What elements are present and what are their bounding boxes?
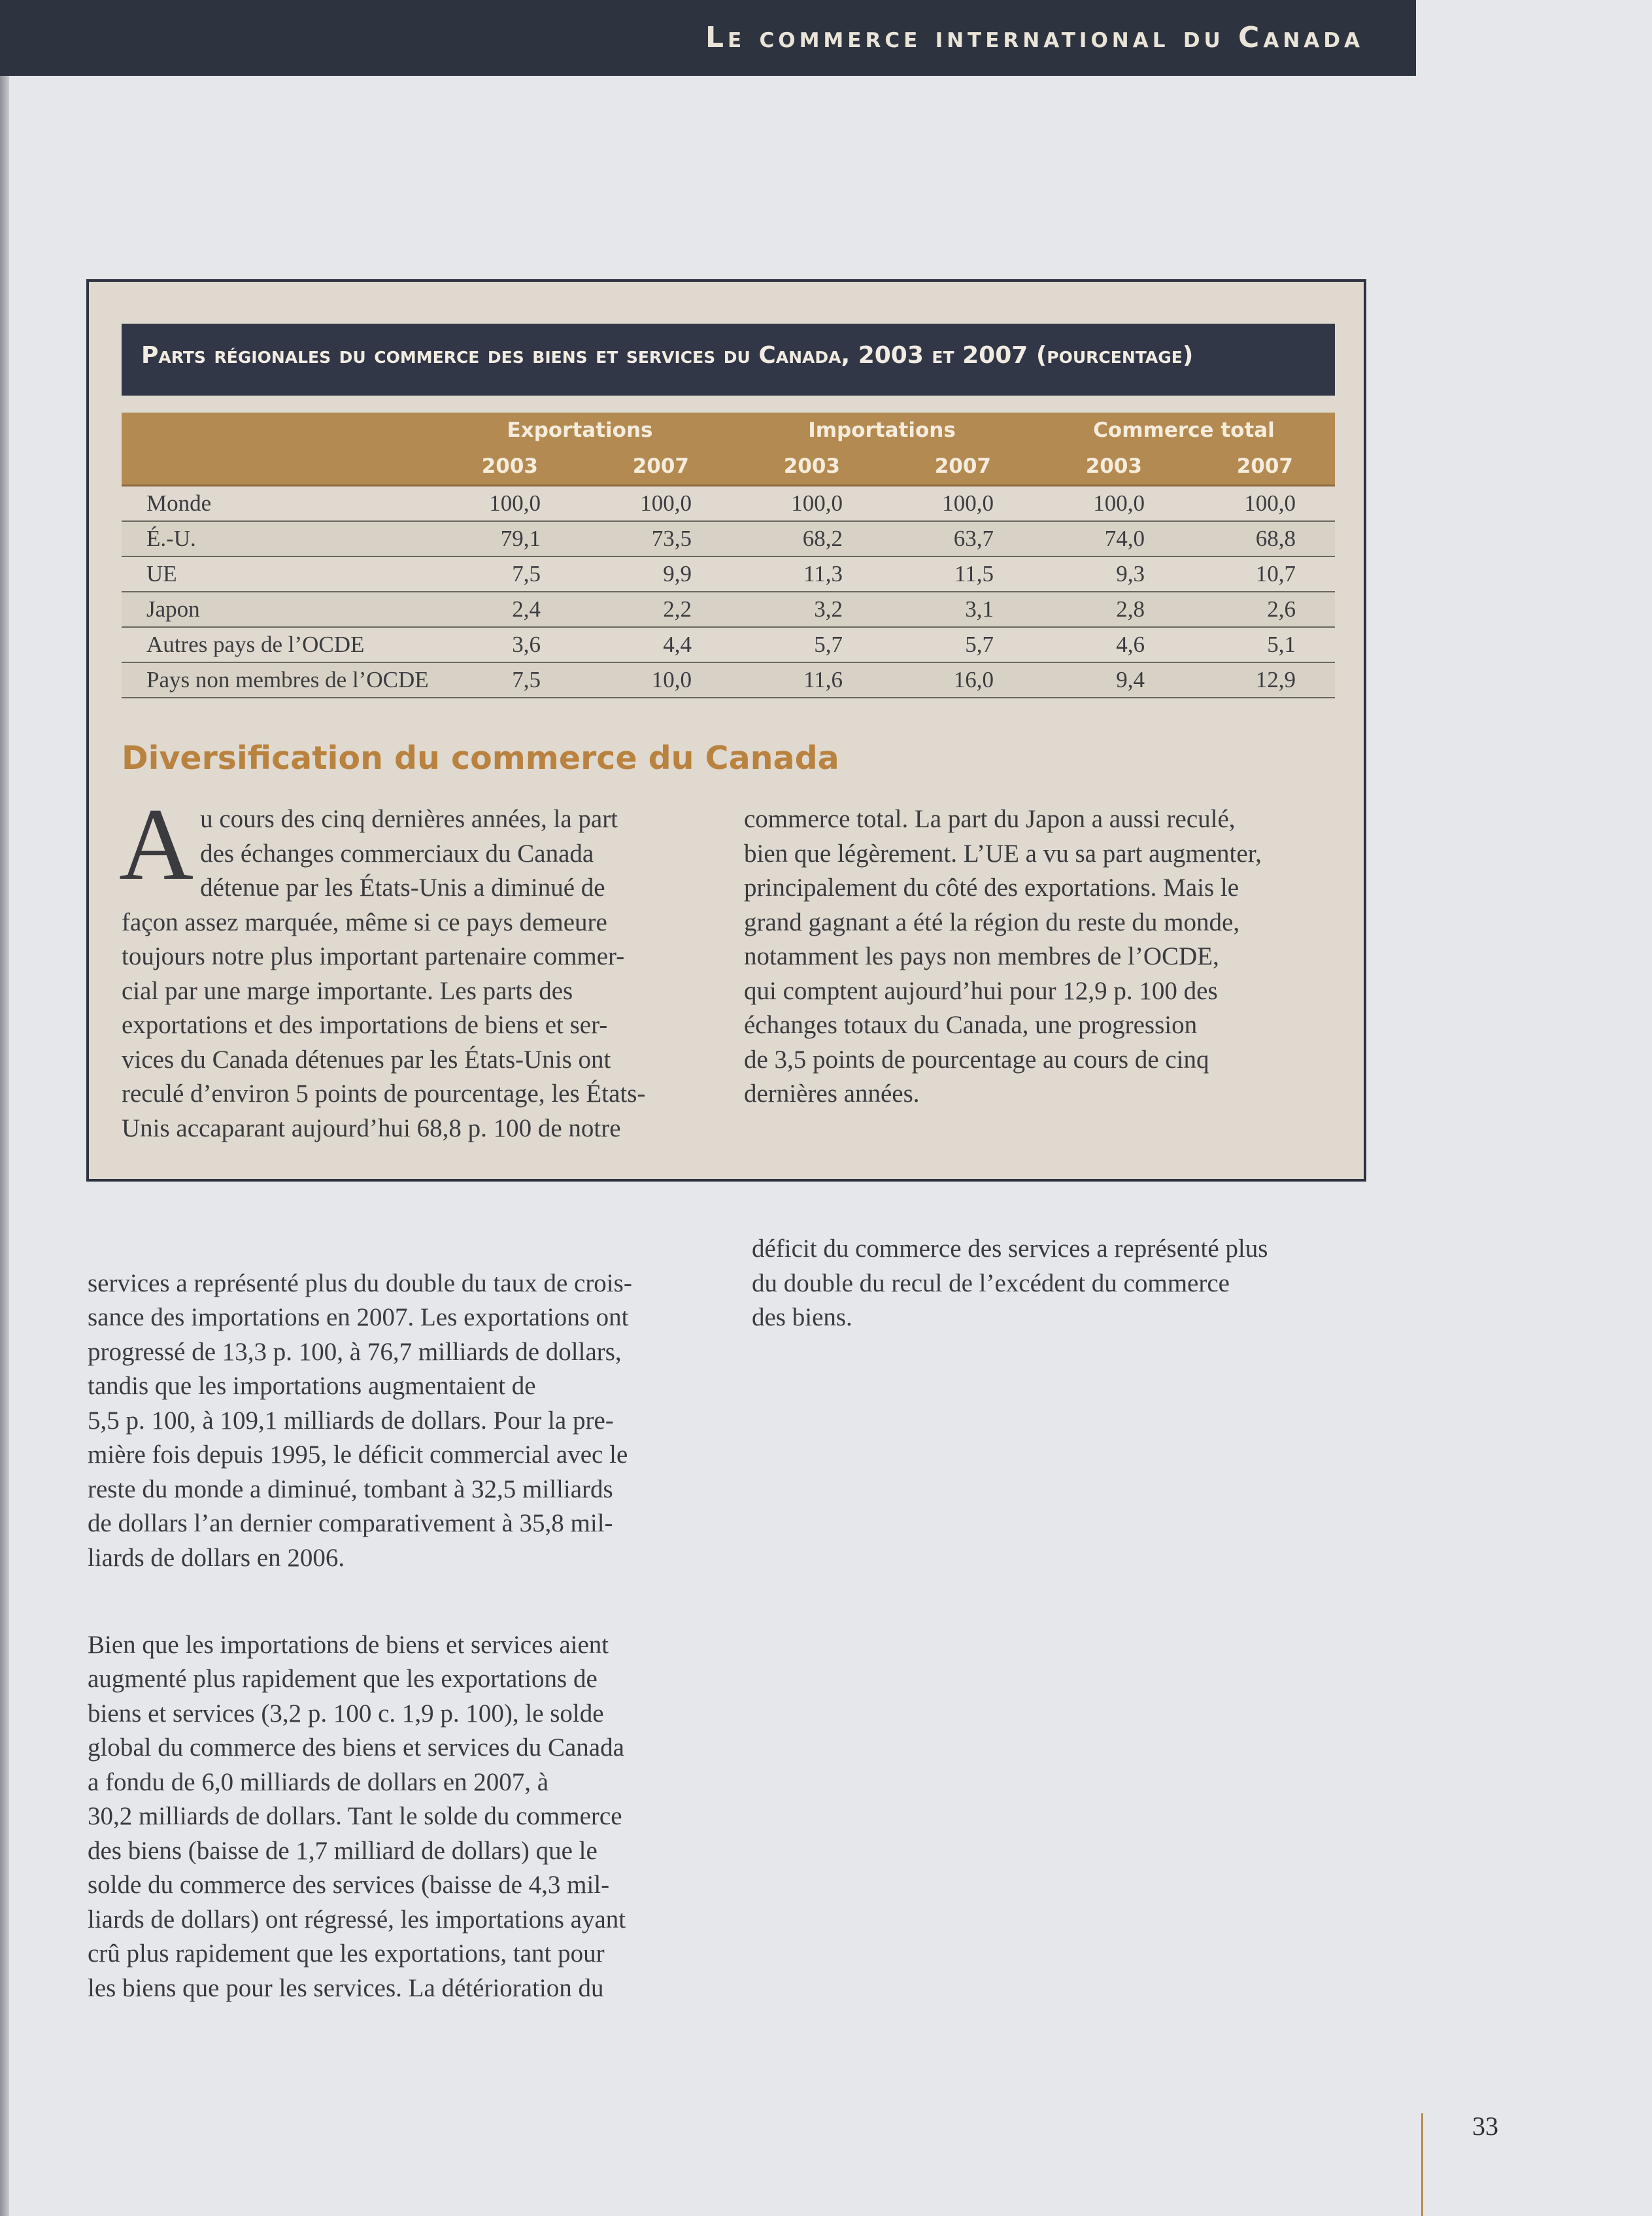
table-cell: 2,6 (1184, 592, 1335, 627)
table-row (122, 662, 1335, 698)
table-cell: 3,2 (731, 592, 882, 627)
group-header-imports: Importations (731, 413, 1033, 448)
box-text-left-column (119, 787, 710, 1146)
year-header: 2007 (1184, 448, 1335, 486)
table-cell: 9,3 (1033, 556, 1184, 592)
row-label: Japon (122, 592, 429, 627)
row-label: Monde (122, 486, 429, 522)
sidebar-box (86, 279, 1366, 1182)
table-row (122, 486, 1335, 522)
table-cell: 9,4 (1033, 662, 1184, 698)
table-cell: 74,0 (1033, 521, 1184, 556)
year-header: 2003 (731, 448, 882, 486)
page-number-rule (1421, 2113, 1423, 2216)
table-cell: 68,8 (1184, 521, 1335, 556)
table-cell: 100,0 (1184, 486, 1335, 522)
table-cell: 2,2 (580, 592, 731, 627)
table-cell: 5,7 (731, 627, 882, 662)
table-cell: 79,1 (429, 521, 580, 556)
table-cell: 100,0 (429, 486, 580, 522)
table-cell: 12,9 (1184, 662, 1335, 698)
table-cell: 7,5 (429, 556, 580, 592)
table-cell: 2,8 (1033, 592, 1184, 627)
table-cell: 3,1 (882, 592, 1033, 627)
table-corner-cell (122, 448, 429, 486)
year-header: 2003 (429, 448, 580, 486)
table-cell: 100,0 (1033, 486, 1184, 522)
table-cell: 100,0 (882, 486, 1033, 522)
group-header-total-trade: Commerce total (1033, 413, 1335, 448)
table-cell: 9,9 (580, 556, 731, 592)
body-left-column (88, 1232, 715, 2058)
table-title: Parts régionales du commerce des biens et services du Canada, 2003 et 2007 (pourcentage) (141, 342, 1194, 369)
body-paragraph: services a représenté plus du double du taux de crois- sance des importations en 2007. Les exportations ont progressé de 13,3 p. 100, à 76,7 milliards de dollars, tandis que les importations augmentaient de 5,5 p. 100, à 109,1 milliards de dollars. Pour la pre- mière fois depuis 1995, le déficit commercial avec le reste du monde a diminué, tombant à 32,5 milliards de dollars l’an dernier comparativement à 35,8 mil- liards de dollars en 2006. (88, 1269, 632, 1572)
table-cell: 16,0 (882, 662, 1033, 698)
table-cell: 100,0 (580, 486, 731, 522)
table-cell: 5,1 (1184, 627, 1335, 662)
table-group-header-row (122, 413, 1335, 448)
table-row (122, 592, 1335, 627)
row-label: Autres pays de l’OCDE (122, 627, 429, 662)
table-year-header-row (122, 448, 1335, 486)
table-cell: 11,6 (731, 662, 882, 698)
group-header-exports: Exportations (429, 413, 731, 448)
regional-shares-table (122, 413, 1335, 698)
row-label: Pays non membres de l’OCDE (122, 662, 429, 698)
table-cell: 10,7 (1184, 556, 1335, 592)
year-header: 2007 (882, 448, 1033, 486)
box-left-text: u cours des cinq dernières années, la part des échanges commerciaux du Canada détenue par les États-Unis a diminué de façon assez marquée, même si ce pays demeure toujours notre plus important partenaire commer- cial par une marge importante. Les parts des exportations et des importations de biens et ser- vices du Canada détenues par les États-Unis ont reculé d’environ 5 points de pourcentage, les États- Unis accaparant aujourd’hui 68,8 p. 100 de notre (122, 805, 646, 1142)
table-row (122, 556, 1335, 592)
table-cell: 3,6 (429, 627, 580, 662)
section-heading: Diversification du commerce du Canada (122, 740, 839, 777)
table-row (122, 521, 1335, 556)
year-header: 2003 (1033, 448, 1184, 486)
year-header: 2007 (580, 448, 731, 486)
row-label: É.-U. (122, 521, 429, 556)
table-cell: 63,7 (882, 521, 1033, 556)
running-header-title: Le commerce international du Canada (705, 21, 1364, 54)
table-corner-cell (122, 413, 429, 448)
table-cell: 4,6 (1033, 627, 1184, 662)
table-cell: 4,4 (580, 627, 731, 662)
table-title-bar (122, 324, 1335, 396)
body-right-column: déficit du commerce des services a représenté plus du double du recul de l’excédent du commerce des biens. (752, 1235, 1268, 1331)
table-cell: 100,0 (731, 486, 882, 522)
table-cell: 5,7 (882, 627, 1033, 662)
table-cell: 11,3 (731, 556, 882, 592)
table-cell: 2,4 (429, 592, 580, 627)
table-cell: 68,2 (731, 521, 882, 556)
table-cell: 7,5 (429, 662, 580, 698)
page-number: 33 (1472, 2111, 1498, 2141)
page-spine (0, 0, 9, 2216)
box-text-right-column: commerce total. La part du Japon a aussi reculé, bien que légèrement. L’UE a vu sa part augmenter, principalement du côté des exportations. Mais le grand gagnant a été la région du reste du monde, notamment les pays non membres de l’OCDE, qui comptent aujourd’hui pour 12,9 p. 100 des échanges totaux du Canada, une progression de 3,5 points de pourcentage au cours de cinq dernières années. (744, 805, 1262, 1108)
table-row (122, 627, 1335, 662)
running-header (0, 0, 1416, 76)
body-paragraph: Bien que les importations de biens et services aient augmenté plus rapidement que les exportations de biens et services (3,2 p. 100 c. 1,9 p. 100), le solde global du commerce des biens et services du Canada a fondu de 6,0 milliards de dollars en 2007, à 30,2 milliards de dollars. Tant le solde du commerce des biens (baisse de 1,7 milliard de dollars) que le solde du commerce des services (baisse de 4,3 mil- liards de dollars) ont régressé, les importations ayant crû plus rapidement que les exportations, tant pour les biens que pour les services. La détérioration du (88, 1630, 626, 2002)
row-label: UE (122, 556, 429, 592)
table-cell: 73,5 (580, 521, 731, 556)
table-cell: 10,0 (580, 662, 731, 698)
drop-cap: A (119, 787, 194, 902)
table-cell: 11,5 (882, 556, 1033, 592)
